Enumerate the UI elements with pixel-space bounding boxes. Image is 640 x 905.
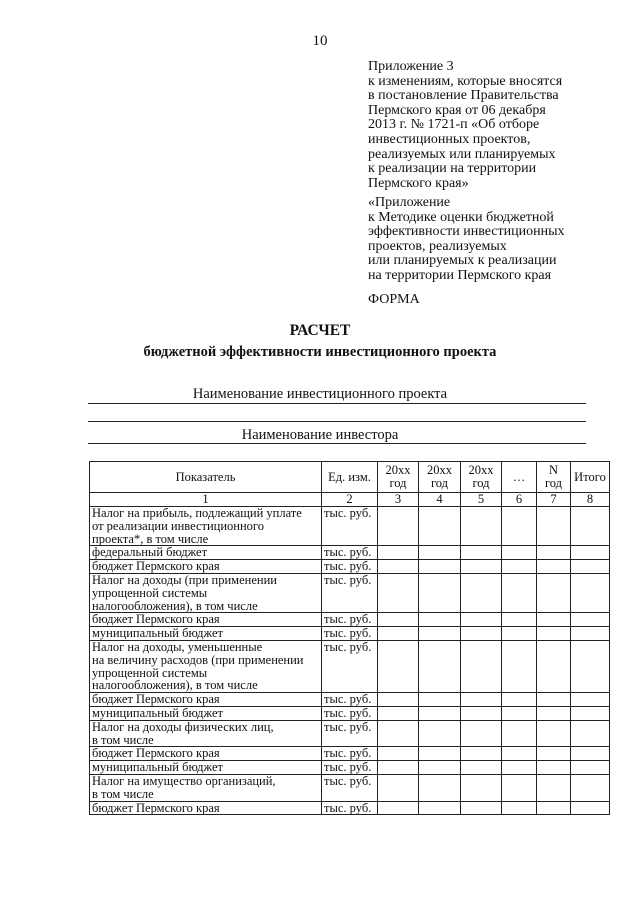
value-cell	[502, 774, 537, 801]
value-cell	[378, 720, 419, 747]
value-cell	[502, 693, 537, 707]
header-total: Итого	[571, 462, 610, 493]
value-cell	[537, 801, 571, 815]
document-title: РАСЧЕТ	[289, 322, 351, 339]
value-cell	[537, 706, 571, 720]
table-row	[90, 613, 610, 627]
table-row	[90, 706, 610, 720]
value-cell	[378, 627, 419, 641]
value-cell	[502, 761, 537, 775]
value-cell	[419, 627, 461, 641]
value-cell	[571, 693, 610, 707]
unit-cell: тыс. руб.	[322, 706, 378, 720]
value-cell	[419, 573, 461, 612]
value-cell	[502, 801, 537, 815]
value-cell	[571, 573, 610, 612]
value-cell	[502, 560, 537, 574]
value-cell	[537, 507, 571, 546]
value-cell	[502, 613, 537, 627]
value-cell	[419, 507, 461, 546]
appendix-3-heading: Приложение 3 к изменениям, которые вносятся в постановление Правительства Пермского края от 06 декабря 2013 г. № 1721-п «Об отборе инвестиционных проектов, реализуемых или планируемых к реализации на территории Пермского края»	[368, 59, 563, 191]
value-cell	[537, 774, 571, 801]
unit-cell: тыс. руб.	[322, 507, 378, 546]
value-cell	[502, 573, 537, 612]
value-cell	[537, 761, 571, 775]
value-cell	[419, 761, 461, 775]
value-cell	[502, 627, 537, 641]
indicator-label: муниципальный бюджет	[90, 761, 322, 775]
column-number: 1	[90, 493, 322, 507]
value-cell	[571, 720, 610, 747]
value-cell	[378, 774, 419, 801]
value-cell	[419, 693, 461, 707]
indicator-label: бюджет Пермского края	[90, 693, 322, 707]
indicator-label: Налог на доходы (при применении упрощенной системы налогообложения), в том числе	[90, 573, 322, 612]
value-cell	[502, 706, 537, 720]
value-cell	[378, 801, 419, 815]
indicator-label: бюджет Пермского края	[90, 747, 322, 761]
unit-cell: тыс. руб.	[322, 801, 378, 815]
value-cell	[571, 761, 610, 775]
value-cell	[461, 693, 502, 707]
table-row	[90, 747, 610, 761]
value-cell	[571, 560, 610, 574]
column-number: 5	[461, 493, 502, 507]
unit-cell: тыс. руб.	[322, 693, 378, 707]
header-unit: Ед. изм.	[322, 462, 378, 493]
value-cell	[571, 613, 610, 627]
value-cell	[419, 720, 461, 747]
table-row	[90, 560, 610, 574]
indicator-label: Налог на доходы физических лиц, в том числе	[90, 720, 322, 747]
budget-efficiency-table	[89, 461, 610, 815]
value-cell	[461, 613, 502, 627]
value-cell	[537, 747, 571, 761]
methodology-appendix-heading: «Приложение к Методике оценки бюджетной эффективности инвестиционных проектов, реализуемых или планируемых к реализации на территории Пермского края	[368, 195, 565, 283]
value-cell	[461, 747, 502, 761]
unit-cell: тыс. руб.	[322, 640, 378, 692]
unit-cell: тыс. руб.	[322, 774, 378, 801]
indicator-label: бюджет Пермского края	[90, 613, 322, 627]
value-cell	[461, 627, 502, 641]
indicator-label: муниципальный бюджет	[90, 706, 322, 720]
value-cell	[378, 761, 419, 775]
value-cell	[419, 560, 461, 574]
value-cell	[461, 761, 502, 775]
unit-cell: тыс. руб.	[322, 627, 378, 641]
value-cell	[378, 573, 419, 612]
value-cell	[461, 573, 502, 612]
value-cell	[571, 627, 610, 641]
value-cell	[571, 507, 610, 546]
value-cell	[378, 747, 419, 761]
table-row	[90, 761, 610, 775]
value-cell	[461, 560, 502, 574]
value-cell	[571, 801, 610, 815]
project-name-line	[88, 403, 586, 404]
table-row	[90, 720, 610, 747]
column-number: 7	[537, 493, 571, 507]
value-cell	[461, 507, 502, 546]
value-cell	[571, 706, 610, 720]
column-number: 2	[322, 493, 378, 507]
investor-name-caption: Наименование инвестора	[241, 427, 399, 443]
table-row	[90, 507, 610, 546]
value-cell	[571, 546, 610, 560]
value-cell	[571, 640, 610, 692]
value-cell	[502, 546, 537, 560]
header-year-1: 20хх год	[378, 462, 419, 493]
value-cell	[378, 546, 419, 560]
header-indicator: Показатель	[90, 462, 322, 493]
value-cell	[419, 747, 461, 761]
value-cell	[378, 560, 419, 574]
column-number: 3	[378, 493, 419, 507]
value-cell	[378, 640, 419, 692]
indicator-label: Налог на имущество организаций, в том числе	[90, 774, 322, 801]
unit-cell: тыс. руб.	[322, 720, 378, 747]
value-cell	[537, 560, 571, 574]
value-cell	[378, 507, 419, 546]
table-row	[90, 693, 610, 707]
value-cell	[537, 693, 571, 707]
value-cell	[502, 720, 537, 747]
header-year-2: 20хх год	[419, 462, 461, 493]
indicator-label: федеральный бюджет	[90, 546, 322, 560]
indicator-label: бюджет Пермского края	[90, 560, 322, 574]
table-row	[90, 640, 610, 692]
indicator-label: Налог на прибыль, подлежащий уплате от реализации инвестиционного проекта*, в том числе	[90, 507, 322, 546]
unit-cell: тыс. руб.	[322, 747, 378, 761]
indicator-label: муниципальный бюджет	[90, 627, 322, 641]
project-name-caption: Наименование инвестиционного проекта	[192, 386, 448, 402]
value-cell	[419, 546, 461, 560]
indicator-label: Налог на доходы, уменьшенные на величину расходов (при применении упрощенной системы налогообложения), в том числе	[90, 640, 322, 692]
value-cell	[461, 706, 502, 720]
form-label: ФОРМА	[368, 292, 420, 307]
value-cell	[461, 774, 502, 801]
value-cell	[461, 640, 502, 692]
header-ellipsis: …	[502, 462, 537, 493]
unit-cell: тыс. руб.	[322, 546, 378, 560]
value-cell	[537, 720, 571, 747]
value-cell	[419, 706, 461, 720]
value-cell	[461, 801, 502, 815]
unit-cell: тыс. руб.	[322, 761, 378, 775]
value-cell	[571, 774, 610, 801]
value-cell	[537, 613, 571, 627]
value-cell	[502, 747, 537, 761]
table-row	[90, 774, 610, 801]
page-number: 10	[312, 33, 328, 49]
column-number: 8	[571, 493, 610, 507]
value-cell	[419, 613, 461, 627]
project-name-line-2	[88, 421, 586, 422]
document-subtitle: бюджетной эффективности инвестиционного проекта	[143, 344, 497, 360]
table-header-row	[90, 462, 610, 493]
header-year-n: N год	[537, 462, 571, 493]
value-cell	[378, 693, 419, 707]
value-cell	[378, 706, 419, 720]
unit-cell: тыс. руб.	[322, 560, 378, 574]
value-cell	[419, 774, 461, 801]
value-cell	[461, 720, 502, 747]
indicator-label: бюджет Пермского края	[90, 801, 322, 815]
unit-cell: тыс. руб.	[322, 613, 378, 627]
value-cell	[571, 747, 610, 761]
value-cell	[378, 613, 419, 627]
value-cell	[537, 573, 571, 612]
column-number: 4	[419, 493, 461, 507]
value-cell	[461, 546, 502, 560]
table-row	[90, 546, 610, 560]
investor-name-line	[88, 443, 586, 444]
column-number: 6	[502, 493, 537, 507]
unit-cell: тыс. руб.	[322, 573, 378, 612]
table-row	[90, 801, 610, 815]
value-cell	[502, 507, 537, 546]
value-cell	[537, 627, 571, 641]
value-cell	[537, 546, 571, 560]
header-year-3: 20хх год	[461, 462, 502, 493]
value-cell	[502, 640, 537, 692]
value-cell	[537, 640, 571, 692]
column-number-row	[90, 493, 610, 507]
value-cell	[419, 640, 461, 692]
table-row	[90, 573, 610, 612]
value-cell	[419, 801, 461, 815]
table-row	[90, 627, 610, 641]
